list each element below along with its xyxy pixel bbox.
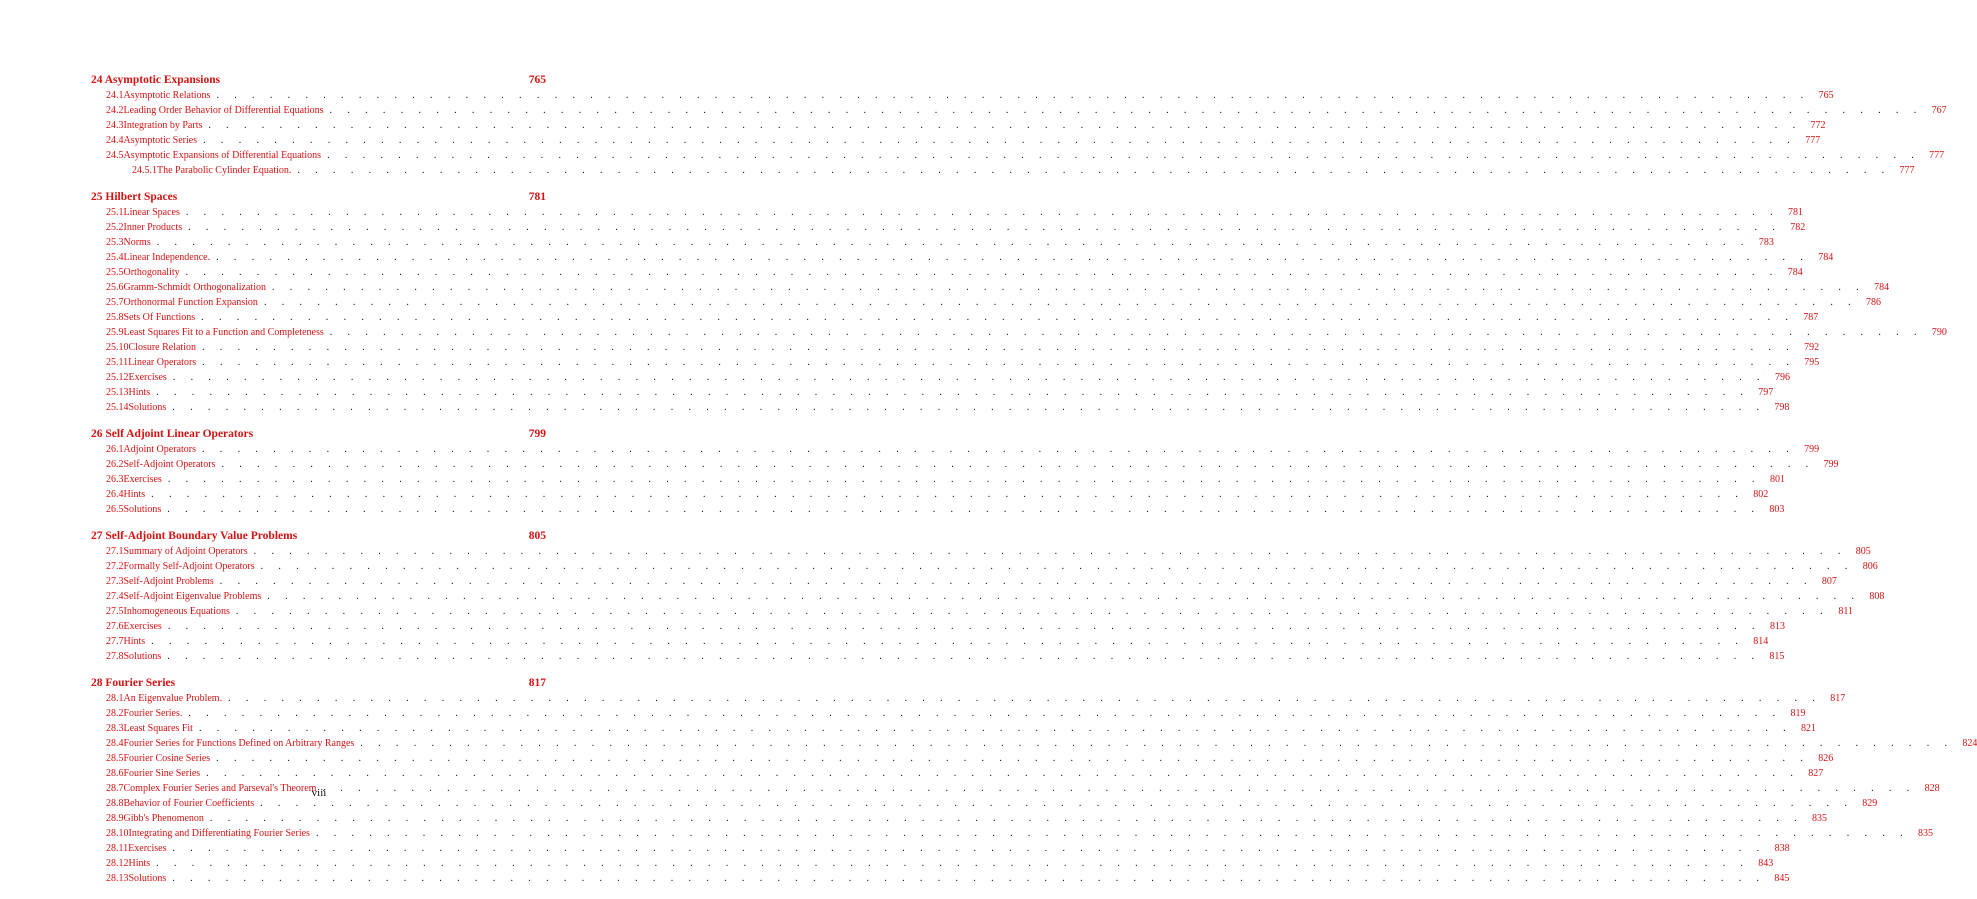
section-page-number: 835 [1918,828,1934,839]
section-entry-link[interactable] [91,207,1803,222]
section-title: Solutions [128,873,167,884]
chapter-entry-link[interactable] [91,677,546,693]
section-title: Norms [123,237,151,248]
section-entry-link[interactable] [91,252,1834,267]
section-entry-link[interactable] [91,504,1785,519]
section-number: 25.10 [106,342,129,353]
dot-leader: . . . . . . . . . . . . . . . . . . . . . . . . . . . . . . . . . . . . . . . . . . . . . . . . . . . . . . . . . . . . . . . . . . . . . . . . . . . . . . . . . . . . . . . . . . [206,768,1800,779]
section-entry-link[interactable] [91,372,1790,387]
section-page-number: 777 [1899,165,1915,176]
section-page-number: 829 [1862,798,1878,809]
section-number: 25.9 [106,327,124,338]
section-entry-link[interactable] [91,222,1806,237]
dot-leader: . . . . . . . . . . . . . . . . . . . . . . . . . . . . . . . . . . . . . . . . . . . . . . . . . . . . . . . . . . . . . . . . . . . . . . . . . . . . . . . . . . . . . . . . . . [221,459,1815,470]
section-entry-link[interactable] [91,282,1890,297]
section-page-number: 797 [1758,387,1774,398]
section-title: Least Squares Fit to a Function and Completeness [123,327,324,338]
chapter-page-number: 817 [528,677,546,689]
section-number: 25.2 [106,222,124,233]
chapter-entry-link[interactable] [91,530,546,546]
section-number: 27.6 [106,621,124,632]
section-entry-link[interactable] [91,135,1821,150]
chapter-number: 28 [91,677,103,689]
chapter-title: Hilbert Spaces [105,191,178,203]
section-page-number: 784 [1874,282,1890,293]
section-page-number: 819 [1790,708,1806,719]
section-number: 28.9 [106,813,124,824]
section-entry-link[interactable] [91,546,1871,561]
dot-leader: . . . . . . . . . . . . . . . . . . . . . . . . . . . . . . . . . . . . . . . . . . . . . . . . . . . . . . . . . . . . . . . . . . . . . . . . . . . . . . . . . . . . . . . . . . [329,327,1923,338]
dot-leader: . . . . . . . . . . . . . . . . . . . . . . . . . . . . . . . . . . . . . . . . . . . . . . . . . . . . . . . . . . . . . . . . . . . . . . . . . . . . . . . . . . . . . . . . . . [202,342,1796,353]
section-number: 27.1 [106,546,124,557]
section-title: Linear Spaces [123,207,180,218]
chapter-block [91,677,1977,888]
section-entry-link[interactable] [91,237,1774,252]
chapter-page-number: 765 [528,74,546,86]
section-page-number: 792 [1804,342,1820,353]
section-number: 25.6 [106,282,124,293]
section-number: 25.13 [106,387,129,398]
section-title: Adjoint Operators [123,444,196,455]
section-title: Solutions [128,402,167,413]
dot-leader: . . . . . . . . . . . . . . . . . . . . . . . . . . . . . . . . . . . . . . . . . . . . . . . . . . . . . . . . . . . . . . . . . . . . . . . . . . . . . . . . . . . . . . . . . . [260,561,1854,572]
chapter-block [91,530,1885,666]
section-entry-link[interactable] [91,387,1774,402]
section-page-number: 817 [1830,693,1846,704]
chapter-heading [91,74,522,86]
chapter-page-number: 781 [528,191,546,203]
section-title: Fourier Sine Series [123,768,201,779]
dot-leader: . . . . . . . . . . . . . . . . . . . . . . . . . . . . . . . . . . . . . . . . . . . . . . . . . . . . . . . . . . . . . . . . . . . . . . . . . . . . . . . . . . . . . . . . . . [202,444,1796,455]
section-page-number: 798 [1774,402,1790,413]
dot-leader: . . . . . . . . . . . . . . . . . . . . . . . . . . . . . . . . . . . . . . . . . . . . . . . . . . . . . . . . . . . . . . . . . . . . . . . . . . . . . . . . . . . . . . . . . . [327,150,1921,161]
section-title: Complex Fourier Series and Parseval's Theorem [123,783,317,794]
chapter-block [91,191,1947,417]
section-entry-link[interactable] [91,312,1819,327]
chapter-block [91,74,1947,180]
section-title: Fourier Cosine Series [123,753,211,764]
dot-leader: . . . . . . . . . . . . . . . . . . . . . . . . . . . . . . . . . . . . . . . . . . . . . . . . . . . . . . . . . . . . . . . . . . . . . . . . . . . . . . . . . . . . . . . . . . [208,120,1802,131]
dot-leader: . . . . . . . . . . . . . . . . . . . . . . . . . . . . . . . . . . . . . . . . . . . . . . . . . . . . . . . . . . . . . . . . . . . . . . . . . . . . . . . . . . . . . . . . . . [267,591,1861,602]
section-number: 28.5 [106,753,124,764]
dot-leader: . . . . . . . . . . . . . . . . . . . . . . . . . . . . . . . . . . . . . . . . . . . . . . . . . . . . . . . . . . . . . . . . . . . . . . . . . . . . . . . . . . . . . . . . . . [297,165,1891,176]
section-page-number: 845 [1774,873,1790,884]
chapter-entry-link[interactable] [91,428,546,444]
section-page-number: 824 [1962,738,1977,749]
chapter-title: Fourier Series [105,677,176,689]
section-entry-link[interactable] [91,843,1790,858]
section-entry-link[interactable] [91,576,1837,591]
chapter-heading [91,428,522,440]
section-number: 26.1 [106,444,124,455]
section-title: Least Squares Fit [123,723,193,734]
section-title: The Parabolic Cylinder Equation. [157,165,292,176]
section-page-number: 784 [1787,267,1803,278]
dot-leader: . . . . . . . . . . . . . . . . . . . . . . . . . . . . . . . . . . . . . . . . . . . . . . . . . . . . . . . . . . . . . . . . . . . . . . . . . . . . . . . . . . . . . . . . . . [172,402,1766,413]
section-number: 28.4 [106,738,124,749]
section-number: 24.3 [106,120,124,131]
section-entry-link[interactable] [91,327,1947,342]
chapter-heading [91,191,522,203]
section-entry-link[interactable] [91,120,1826,135]
section-number: 26.3 [106,474,124,485]
dot-leader: . . . . . . . . . . . . . . . . . . . . . . . . . . . . . . . . . . . . . . . . . . . . . . . . . . . . . . . . . . . . . . . . . . . . . . . . . . . . . . . . . . . . . . . . . . [219,576,1813,587]
chapter-title: Self Adjoint Linear Operators [105,428,254,440]
section-entry-link[interactable] [91,474,1785,489]
dot-leader: . . . . . . . . . . . . . . . . . . . . . . . . . . . . . . . . . . . . . . . . . . . . . . . . . . . . . . . . . . . . . . . . . . . . . . . . . . . . . . . . . . . . . . . . . . [151,489,1745,500]
section-page-number: 814 [1753,636,1769,647]
chapter-block [91,428,1839,519]
section-page-number: 805 [1855,546,1871,557]
dot-leader: . . . . . . . . . . . . . . . . . . . . . . . . . . . . . . . . . . . . . . . . . . . . . . . . . . . . . . . . . . . . . . . . . . . . . . . . . . . . . . . . . . . . . . . . . . [156,387,1750,398]
section-entry-link[interactable] [91,708,1806,723]
section-page-number: 821 [1801,723,1817,734]
dot-leader: . . . . . . . . . . . . . . . . . . . . . . . . . . . . . . . . . . . . . . . . . . . . . . . . . . . . . . . . . . . . . . . . . . . . . . . . . . . . . . . . . . . . . . . . . . [185,267,1779,278]
section-entry-link[interactable] [91,489,1769,504]
section-number: 27.3 [106,576,124,587]
chapter-number: 24 [91,74,103,86]
chapter-number: 27 [91,530,103,542]
section-number: 25.14 [106,402,129,413]
section-number: 26.4 [106,489,124,500]
section-page-number: 787 [1803,312,1819,323]
section-title: Hints [128,387,151,398]
section-entry-link[interactable] [91,636,1769,651]
dot-leader: . . . . . . . . . . . . . . . . . . . . . . . . . . . . . . . . . . . . . . . . . . . . . . . . . . . . . . . . . . . . . . . . . . . . . . . . . . . . . . . . . . . . . . . . . . [360,738,1954,749]
section-title: Solutions [123,651,162,662]
section-number: 25.12 [106,372,129,383]
chapter-page-number: 805 [528,530,546,542]
chapter-entry-link[interactable] [91,74,546,90]
section-title: Inhomogeneous Equations [123,606,230,617]
dot-leader: . . . . . . . . . . . . . . . . . . . . . . . . . . . . . . . . . . . . . . . . . . . . . . . . . . . . . . . . . . . . . . . . . . . . . . . . . . . . . . . . . . . . . . . . . . [329,105,1923,116]
section-title: Closure Relation [128,342,196,353]
section-entry-link[interactable] [91,90,1834,105]
section-number: 26.5 [106,504,124,515]
section-entry-link[interactable] [91,768,1824,783]
dot-leader: . . . . . . . . . . . . . . . . . . . . . . . . . . . . . . . . . . . . . . . . . . . . . . . . . . . . . . . . . . . . . . . . . . . . . . . . . . . . . . . . . . . . . . . . . . [172,372,1766,383]
section-entry-link[interactable] [91,798,1878,813]
section-page-number: 838 [1774,843,1790,854]
section-page-number: 827 [1808,768,1824,779]
chapter-title: Self-Adjoint Boundary Value Problems [105,530,298,542]
section-number: 28.11 [106,843,129,854]
dot-leader: . . . . . . . . . . . . . . . . . . . . . . . . . . . . . . . . . . . . . . . . . . . . . . . . . . . . . . . . . . . . . . . . . . . . . . . . . . . . . . . . . . . . . . . . . . [156,858,1750,869]
section-title: Exercises [128,843,167,854]
dot-leader: . . . . . . . . . . . . . . . . . . . . . . . . . . . . . . . . . . . . . . . . . . . . . . . . . . . . . . . . . . . . . . . . . . . . . . . . . . . . . . . . . . . . . . . . . . [188,708,1782,719]
page-number: viii [311,787,327,799]
dot-leader: . . . . . . . . . . . . . . . . . . . . . . . . . . . . . . . . . . . . . . . . . . . . . . . . . . . . . . . . . . . . . . . . . . . . . . . . . . . . . . . . . . . . . . . . . . [253,546,1847,557]
chapter-page-number: 799 [528,428,546,440]
section-entry-link[interactable] [91,342,1820,357]
section-number: 28.12 [106,858,129,869]
section-title: Orthogonality [123,267,180,278]
section-number: 26.2 [106,459,124,470]
section-title: Exercises [123,474,162,485]
section-page-number: 803 [1769,504,1785,515]
section-title: Gramm-Schmidt Orthogonalization [123,282,266,293]
section-entry-link[interactable] [91,813,1828,828]
section-page-number: 795 [1804,357,1820,368]
section-number: 28.13 [106,873,129,884]
section-title: Gibb's Phenomenon [123,813,204,824]
dot-leader: . . . . . . . . . . . . . . . . . . . . . . . . . . . . . . . . . . . . . . . . . . . . . . . . . . . . . . . . . . . . . . . . . . . . . . . . . . . . . . . . . . . . . . . . . . [202,357,1796,368]
chapter-number: 26 [91,428,103,440]
section-entry-link[interactable] [91,858,1774,873]
dot-leader: . . . . . . . . . . . . . . . . . . . . . . . . . . . . . . . . . . . . . . . . . . . . . . . . . . . . . . . . . . . . . . . . . . . . . . . . . . . . . . . . . . . . . . . . . . [167,504,1761,515]
section-entry-link[interactable] [91,561,1878,576]
section-number: 24.5.1 [132,165,157,176]
section-page-number: 786 [1866,297,1882,308]
section-title: Behavior of Fourier Coefficients [123,798,255,809]
section-number: 28.7 [106,783,124,794]
dot-leader: . . . . . . . . . . . . . . . . . . . . . . . . . . . . . . . . . . . . . . . . . . . . . . . . . . . . . . . . . . . . . . . . . . . . . . . . . . . . . . . . . . . . . . . . . . [216,252,1810,263]
dot-leader: . . . . . . . . . . . . . . . . . . . . . . . . . . . . . . . . . . . . . . . . . . . . . . . . . . . . . . . . . . . . . . . . . . . . . . . . . . . . . . . . . . . . . . . . . . [188,222,1782,233]
dot-leader: . . . . . . . . . . . . . . . . . . . . . . . . . . . . . . . . . . . . . . . . . . . . . . . . . . . . . . . . . . . . . . . . . . . . . . . . . . . . . . . . . . . . . . . . . . [167,651,1761,662]
section-number: 25.4 [106,252,124,263]
dot-leader: . . . . . . . . . . . . . . . . . . . . . . . . . . . . . . . . . . . . . . . . . . . . . . . . . . . . . . . . . . . . . . . . . . . . . . . . . . . . . . . . . . . . . . . . . . [263,297,1858,308]
dot-leader: . . . . . . . . . . . . . . . . . . . . . . . . . . . . . . . . . . . . . . . . . . . . . . . . . . . . . . . . . . . . . . . . . . . . . . . . . . . . . . . . . . . . . . . . . . [201,312,1795,323]
section-number: 27.7 [106,636,124,647]
section-page-number: 813 [1769,621,1785,632]
dot-leader: . . . . . . . . . . . . . . . . . . . . . . . . . . . . . . . . . . . . . . . . . . . . . . . . . . . . . . . . . . . . . . . . . . . . . . . . . . . . . . . . . . . . . . . . . . [151,636,1745,647]
section-page-number: 784 [1818,252,1834,263]
section-number: 25.5 [106,267,124,278]
dot-leader: . . . . . . . . . . . . . . . . . . . . . . . . . . . . . . . . . . . . . . . . . . . . . . . . . . . . . . . . . . . . . . . . . . . . . . . . . . . . . . . . . . . . . . . . . . [322,783,1916,794]
section-number: 24.4 [106,135,124,146]
section-page-number: 790 [1931,327,1947,338]
section-page-number: 806 [1862,561,1878,572]
chapter-number: 25 [91,191,103,203]
section-entry-link[interactable] [91,651,1785,666]
section-title: Asymptotic Relations [123,90,211,101]
section-number: 25.1 [106,207,124,218]
section-page-number: 783 [1758,237,1774,248]
section-entry-link[interactable] [91,444,1820,459]
section-title: Sets Of Functions [123,312,196,323]
section-title: Hints [128,858,151,869]
section-number: 27.5 [106,606,124,617]
section-title: Formally Self-Adjoint Operators [123,561,255,572]
section-entry-link[interactable] [91,723,1817,738]
dot-leader: . . . . . . . . . . . . . . . . . . . . . . . . . . . . . . . . . . . . . . . . . . . . . . . . . . . . . . . . . . . . . . . . . . . . . . . . . . . . . . . . . . . . . . . . . . [260,798,1854,809]
dot-leader: . . . . . . . . . . . . . . . . . . . . . . . . . . . . . . . . . . . . . . . . . . . . . . . . . . . . . . . . . . . . . . . . . . . . . . . . . . . . . . . . . . . . . . . . . . [235,606,1829,617]
dot-leader: . . . . . . . . . . . . . . . . . . . . . . . . . . . . . . . . . . . . . . . . . . . . . . . . . . . . . . . . . . . . . . . . . . . . . . . . . . . . . . . . . . . . . . . . . . [198,723,1793,734]
section-page-number: 796 [1774,372,1790,383]
section-page-number: 835 [1812,813,1828,824]
section-number: 24.5 [106,150,124,161]
section-title: Self-Adjoint Problems [123,576,214,587]
section-title: Asymptotic Series [123,135,198,146]
table-of-contents [91,74,1977,899]
dot-leader: . . . . . . . . . . . . . . . . . . . . . . . . . . . . . . . . . . . . . . . . . . . . . . . . . . . . . . . . . . . . . . . . . . . . . . . . . . . . . . . . . . . . . . . . . . [167,474,1761,485]
section-title: Hints [123,489,146,500]
chapter-entry-link[interactable] [91,191,546,207]
section-title: Summary of Adjoint Operators [123,546,248,557]
section-title: Self-Adjoint Eigenvalue Problems [123,591,262,602]
section-entry-link[interactable] [91,402,1790,417]
section-entry-link[interactable] [91,873,1790,888]
section-page-number: 815 [1769,651,1785,662]
section-page-number: 808 [1869,591,1885,602]
section-number: 27.8 [106,651,124,662]
section-entry-link[interactable] [91,591,1885,606]
section-entry-link[interactable] [91,150,1945,165]
section-number: 28.1 [106,693,124,704]
section-page-number: 843 [1758,858,1774,869]
section-number: 25.7 [106,297,124,308]
section-entry-link[interactable] [91,105,1947,120]
section-page-number: 777 [1929,150,1945,161]
section-number: 28.6 [106,768,124,779]
section-title: Orthonormal Function Expansion [123,297,258,308]
dot-leader: . . . . . . . . . . . . . . . . . . . . . . . . . . . . . . . . . . . . . . . . . . . . . . . . . . . . . . . . . . . . . . . . . . . . . . . . . . . . . . . . . . . . . . . . . . [156,237,1750,248]
section-title: Linear Operators [128,357,197,368]
section-title: Inner Products [123,222,183,233]
dot-leader: . . . . . . . . . . . . . . . . . . . . . . . . . . . . . . . . . . . . . . . . . . . . . . . . . . . . . . . . . . . . . . . . . . . . . . . . . . . . . . . . . . . . . . . . . . [203,135,1797,146]
section-entry-link[interactable] [91,621,1785,636]
chapter-heading [91,530,522,542]
section-title: Self-Adjoint Operators [123,459,216,470]
dot-leader: . . . . . . . . . . . . . . . . . . . . . . . . . . . . . . . . . . . . . . . . . . . . . . . . . . . . . . . . . . . . . . . . . . . . . . . . . . . . . . . . . . . . . . . . . . [167,621,1761,632]
section-title: Fourier Series. [123,708,183,719]
section-entry-link[interactable] [91,297,1882,312]
section-title: Linear Independence. [123,252,211,263]
section-number: 27.4 [106,591,124,602]
section-page-number: 777 [1805,135,1821,146]
section-page-number: 802 [1753,489,1769,500]
section-page-number: 781 [1787,207,1803,218]
section-title: Asymptotic Expansions of Differential Equations [123,150,322,161]
subsection-entry-link[interactable] [91,165,1915,180]
section-number: 28.2 [106,708,124,719]
section-page-number: 807 [1821,576,1837,587]
section-number: 25.3 [106,237,124,248]
dot-leader: . . . . . . . . . . . . . . . . . . . . . . . . . . . . . . . . . . . . . . . . . . . . . . . . . . . . . . . . . . . . . . . . . . . . . . . . . . . . . . . . . . . . . . . . . . [271,282,1866,293]
dot-leader: . . . . . . . . . . . . . . . . . . . . . . . . . . . . . . . . . . . . . . . . . . . . . . . . . . . . . . . . . . . . . . . . . . . . . . . . . . . . . . . . . . . . . . . . . . [216,90,1810,101]
section-entry-link[interactable] [91,738,1977,753]
section-number: 28.3 [106,723,124,734]
section-title: An Eigenvalue Problem. [123,693,223,704]
section-number: 28.10 [106,828,129,839]
dot-leader: . . . . . . . . . . . . . . . . . . . . . . . . . . . . . . . . . . . . . . . . . . . . . . . . . . . . . . . . . . . . . . . . . . . . . . . . . . . . . . . . . . . . . . . . . . [228,693,1822,704]
section-page-number: 799 [1804,444,1820,455]
section-entry-link[interactable] [91,357,1820,372]
dot-leader: . . . . . . . . . . . . . . . . . . . . . . . . . . . . . . . . . . . . . . . . . . . . . . . . . . . . . . . . . . . . . . . . . . . . . . . . . . . . . . . . . . . . . . . . . . [216,753,1810,764]
chapter-title: Asymptotic Expansions [104,74,221,86]
section-page-number: 767 [1931,105,1947,116]
section-entry-link[interactable] [91,459,1839,474]
section-number: 24.1 [106,90,124,101]
section-entry-link[interactable] [91,606,1853,621]
section-number: 25.8 [106,312,124,323]
dot-leader: . . . . . . . . . . . . . . . . . . . . . . . . . . . . . . . . . . . . . . . . . . . . . . . . . . . . . . . . . . . . . . . . . . . . . . . . . . . . . . . . . . . . . . . . . . [185,207,1779,218]
dot-leader: . . . . . . . . . . . . . . . . . . . . . . . . . . . . . . . . . . . . . . . . . . . . . . . . . . . . . . . . . . . . . . . . . . . . . . . . . . . . . . . . . . . . . . . . . . [315,828,1910,839]
dot-leader: . . . . . . . . . . . . . . . . . . . . . . . . . . . . . . . . . . . . . . . . . . . . . . . . . . . . . . . . . . . . . . . . . . . . . . . . . . . . . . . . . . . . . . . . . . [172,873,1766,884]
section-page-number: 826 [1818,753,1834,764]
section-number: 25.11 [106,357,129,368]
section-page-number: 811 [1838,606,1853,617]
section-page-number: 765 [1818,90,1834,101]
section-number: 24.2 [106,105,124,116]
section-title: Exercises [128,372,167,383]
section-title: Fourier Series for Functions Defined on Arbitrary Ranges [123,738,355,749]
section-title: Integration by Parts [123,120,203,131]
section-title: Solutions [123,504,162,515]
section-entry-link[interactable] [91,753,1834,768]
section-title: Leading Order Behavior of Differential Equations [123,105,324,116]
section-number: 28.8 [106,798,124,809]
chapter-heading [91,677,522,689]
section-entry-link[interactable] [91,267,1803,282]
dot-leader: . . . . . . . . . . . . . . . . . . . . . . . . . . . . . . . . . . . . . . . . . . . . . . . . . . . . . . . . . . . . . . . . . . . . . . . . . . . . . . . . . . . . . . . . . . [209,813,1804,824]
section-title: Hints [123,636,146,647]
section-page-number: 801 [1769,474,1785,485]
section-title: Integrating and Differentiating Fourier Series [128,828,310,839]
section-page-number: 828 [1924,783,1940,794]
section-title: Exercises [123,621,162,632]
section-number: 27.2 [106,561,124,572]
section-page-number: 782 [1790,222,1806,233]
dot-leader: . . . . . . . . . . . . . . . . . . . . . . . . . . . . . . . . . . . . . . . . . . . . . . . . . . . . . . . . . . . . . . . . . . . . . . . . . . . . . . . . . . . . . . . . . . [172,843,1766,854]
section-entry-link[interactable] [91,693,1846,708]
section-page-number: 772 [1810,120,1826,131]
section-page-number: 799 [1823,459,1839,470]
section-entry-link[interactable] [91,828,1934,843]
